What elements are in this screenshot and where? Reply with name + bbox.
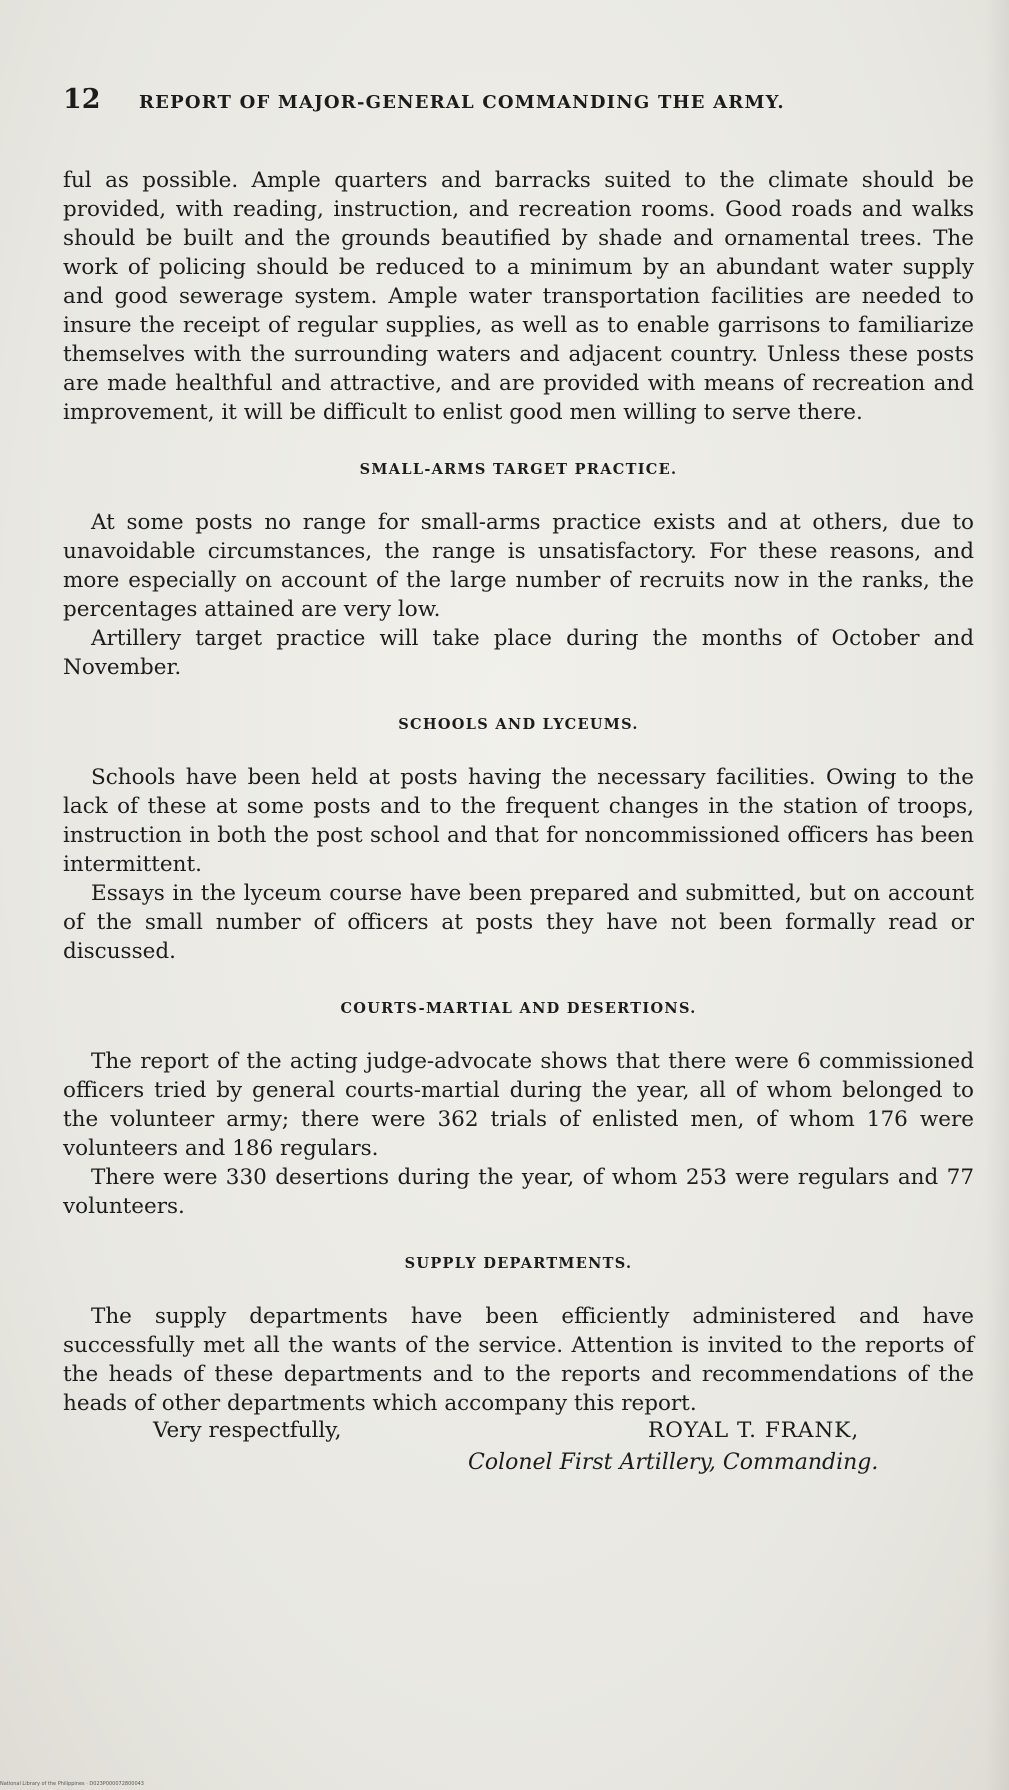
body-paragraph: Schools have been held at posts having the necessary facilities. Owing to the lack of these at some posts and to the frequent changes in the station of troops, instruction in both the post school and that for noncommissioned officers has been intermittent. <box>63 765 974 877</box>
running-title: REPORT OF MAJOR-GENERAL COMMANDING THE ARMY. <box>139 92 785 113</box>
signer-title: Colonel First Artillery, Commanding. <box>468 1450 879 1475</box>
letter-closing <box>63 1418 974 1498</box>
scan-footer-note: National Library of the Philippines · D023P000072800043 <box>0 1781 144 1787</box>
page-content <box>63 84 974 1498</box>
signer-name: ROYAL T. FRANK, <box>648 1418 860 1443</box>
valediction: Very respectfully, <box>153 1418 342 1443</box>
section-heading: SCHOOLS AND LYCEUMS. <box>398 716 639 733</box>
section-supply <box>63 1255 974 1418</box>
body-paragraph: Essays in the lyceum course have been prepared and submitted, but on account of the small number of officers at posts they have not been formally read or discussed. <box>63 881 974 964</box>
body-paragraph: Artillery target practice will take place during the months of October and November. <box>63 626 974 680</box>
body-paragraph: The supply departments have been efficiently administered and have successfully met all the wants of the service. Attention is invited to the reports of the heads of these departments and to the reports and recommendations of the heads of other departments which accompany this report. <box>63 1304 974 1416</box>
section-courts-martial <box>63 1000 974 1221</box>
body-paragraph: There were 330 desertions during the year, of whom 253 were regulars and 77 volunteers. <box>63 1165 974 1219</box>
section-small-arms <box>63 461 974 682</box>
page-edge-shadow <box>985 0 1009 1790</box>
section-heading: SMALL-ARMS TARGET PRACTICE. <box>359 461 678 478</box>
section-schools <box>63 716 974 966</box>
running-head <box>63 84 974 128</box>
page-number: 12 <box>63 84 101 115</box>
body-paragraph: The report of the acting judge-advocate shows that there were 6 commissioned officers tried by general courts-martial during the year, all of whom belonged to the volunteer army; there were 362 trials of enlisted men, of whom 176 were volunteers and 186 regulars. <box>63 1049 974 1161</box>
section-heading: COURTS-MARTIAL AND DESERTIONS. <box>340 1000 697 1017</box>
section-heading: SUPPLY DEPARTMENTS. <box>404 1255 633 1272</box>
intro-paragraph: ful as possible. Ample quarters and barracks suited to the climate should be provided, with reading, instruction, and recreation rooms. Good roads and walks should be built and the grounds beautified by shade and ornamental trees. The work of policing should be reduced to a minimum by an abundant water supply and good sewerage system. Ample water transportation facilities are needed to insure the receipt of regular supplies, as well as to enable garrisons to familiarize themselves with the surrounding waters and adjacent country. Unless these posts are made healthful and attractive, and are provided with means of recreation and improvement, it will be difficult to enlist good men willing to serve there. <box>63 168 974 425</box>
body-paragraph: At some posts no range for small-arms practice exists and at others, due to unavoidable circumstances, the range is unsatisfactory. For these reasons, and more especially on account of the large number of recruits now in the ranks, the percentages attained are very low. <box>63 510 974 622</box>
